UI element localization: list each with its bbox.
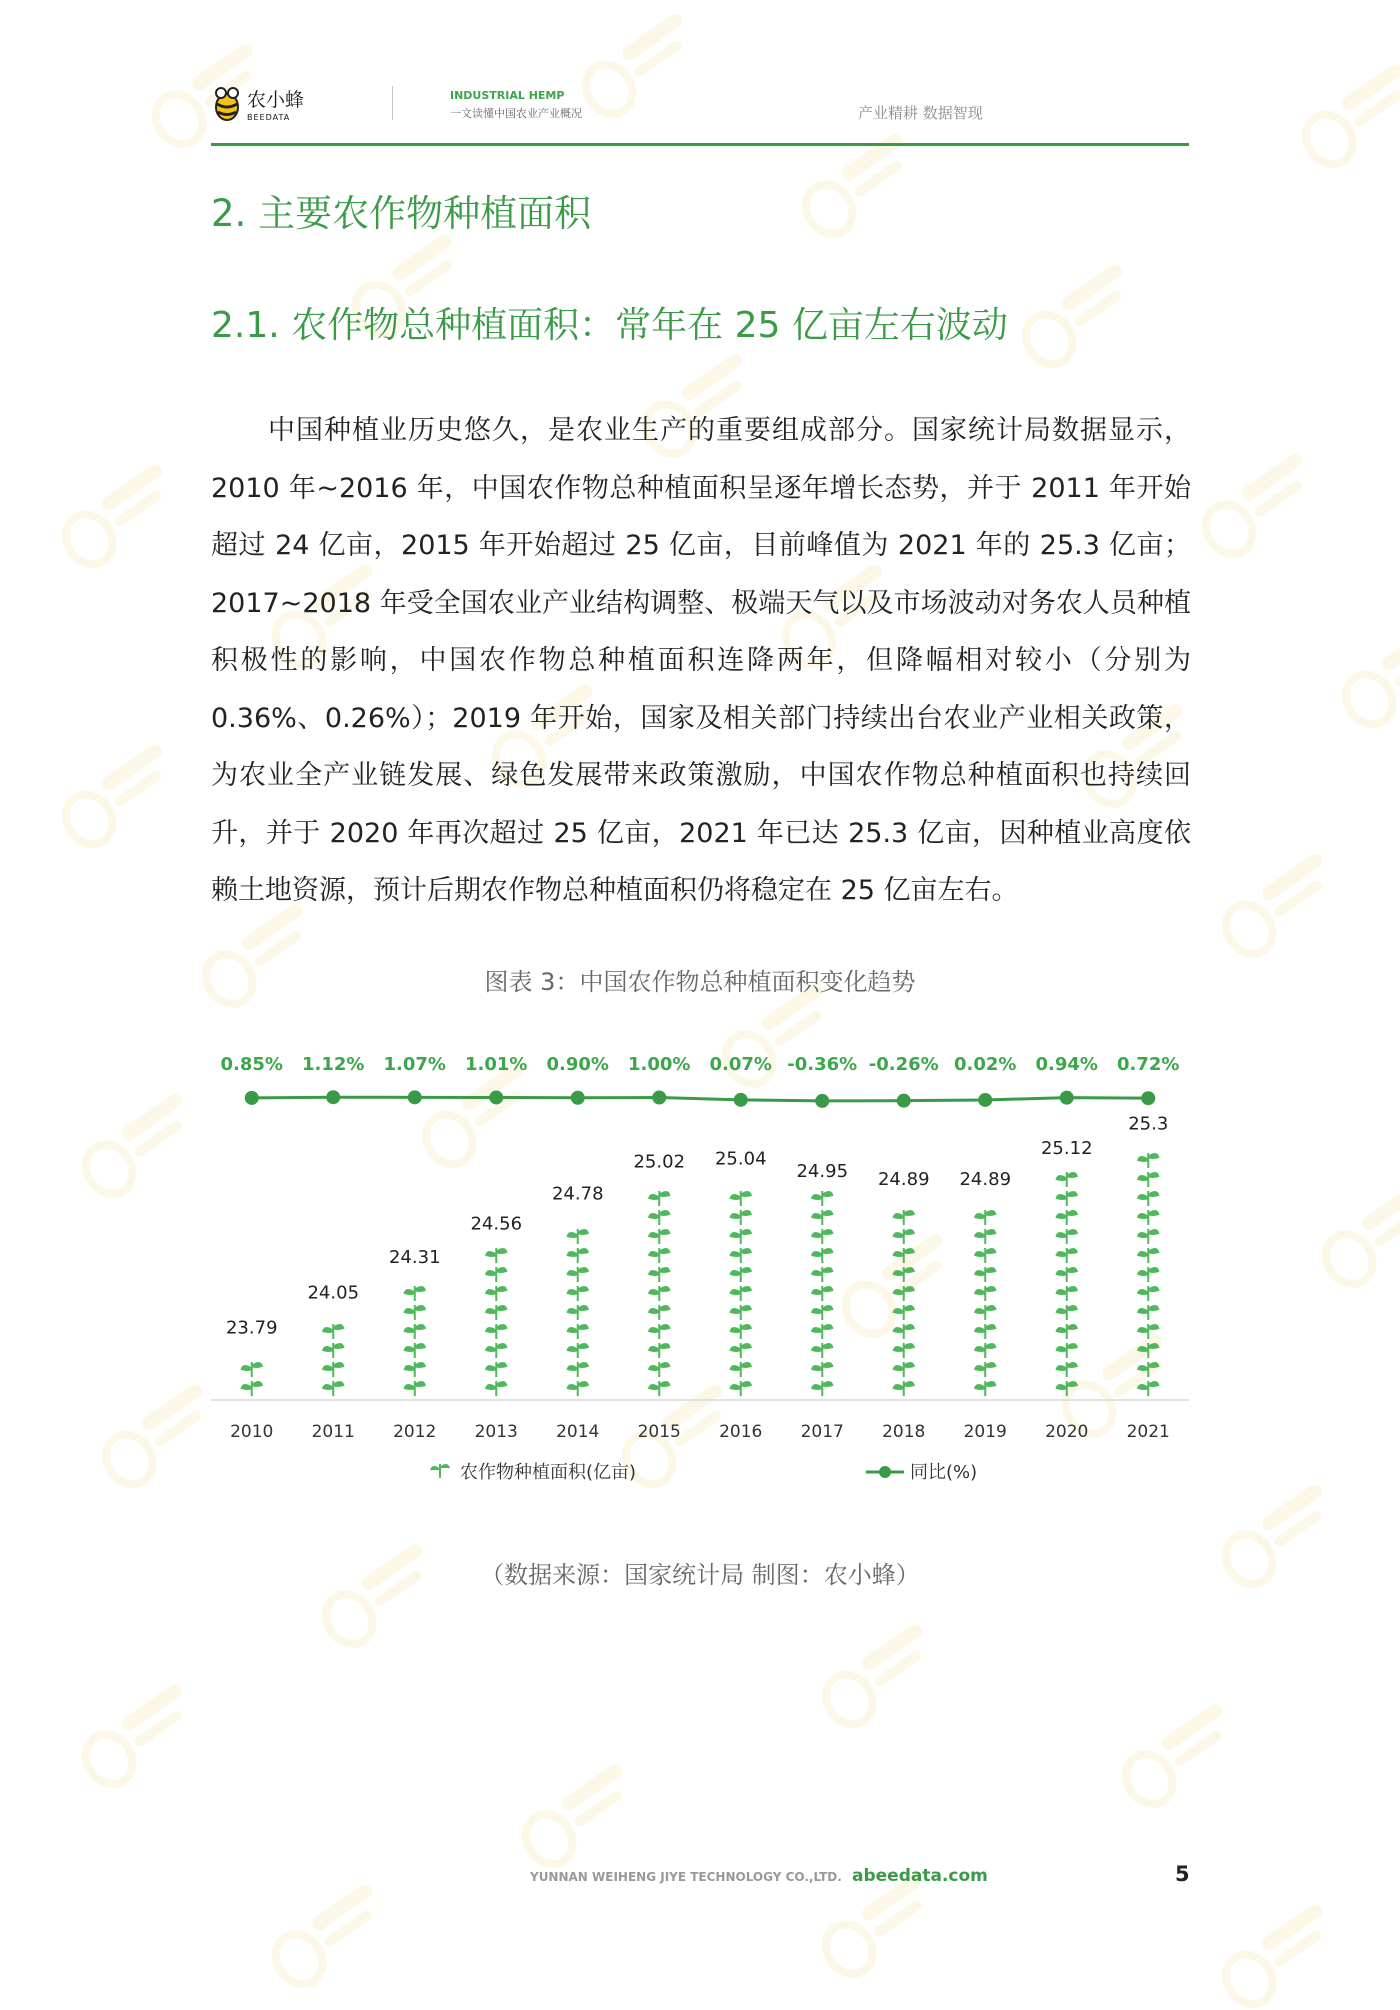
seedling-icon — [1138, 1153, 1158, 1168]
seedling-icon — [405, 1286, 425, 1301]
x-tick-label: 2018 — [882, 1422, 926, 1442]
legend-bars-label: 农作物种植面积(亿亩) — [460, 1462, 637, 1483]
bar-2021 — [1138, 1153, 1158, 1396]
watermark-bee-icon — [1200, 850, 1350, 960]
yoy-label: 1.12% — [302, 1054, 365, 1075]
seedling-icon — [486, 1248, 506, 1263]
seedling-icon — [1138, 1248, 1158, 1263]
seedling-icon — [486, 1305, 506, 1320]
yoy-point — [815, 1094, 829, 1108]
seedling-icon — [812, 1324, 832, 1339]
bar-2017 — [812, 1191, 832, 1396]
bar-2018 — [894, 1210, 914, 1396]
seedling-icon — [649, 1267, 669, 1282]
seedling-icon — [486, 1267, 506, 1282]
x-tick-label: 2012 — [393, 1422, 437, 1442]
x-tick-label: 2014 — [556, 1422, 600, 1442]
seedling-icon — [568, 1381, 588, 1396]
bee-logo-icon — [211, 86, 243, 126]
yoy-point — [408, 1090, 422, 1104]
seedling-icon — [486, 1286, 506, 1301]
seedling-icon — [731, 1324, 751, 1339]
watermark-bee-icon — [250, 1880, 400, 1990]
bar-2019 — [975, 1210, 995, 1396]
header-rule — [211, 143, 1189, 146]
seedling-icon — [405, 1343, 425, 1358]
watermark-bee-icon — [1320, 620, 1400, 730]
watermark-bee-icon — [800, 1620, 950, 1730]
figure-title: 图表 3：中国农作物总种植面积变化趋势 — [484, 968, 916, 996]
seedling-icon — [323, 1381, 343, 1396]
watermark-bee-icon — [60, 1680, 210, 1790]
seedling-icon — [1138, 1229, 1158, 1244]
watermark-bee-icon — [1200, 1900, 1350, 2010]
yoy-point — [571, 1091, 585, 1105]
seedling-icon — [894, 1343, 914, 1358]
yoy-label: 0.85% — [220, 1054, 283, 1075]
seedling-icon — [568, 1286, 588, 1301]
yoy-label: -0.36% — [787, 1054, 858, 1075]
seedling-icon — [894, 1324, 914, 1339]
seedling-icon — [731, 1210, 751, 1225]
seedling-icon — [812, 1343, 832, 1358]
bar-value-label: 24.31 — [388, 1247, 441, 1269]
bar-value-label: 24.56 — [470, 1213, 523, 1235]
series-cn: 一文读懂中国农业产业概况 — [450, 107, 582, 120]
seedling-icon — [975, 1267, 995, 1282]
yoy-label: 1.00% — [628, 1054, 691, 1075]
seedling-icon — [568, 1267, 588, 1282]
seedling-icon — [486, 1343, 506, 1358]
area-trend-chart — [0, 1040, 1400, 1500]
seedling-icon — [1138, 1362, 1158, 1377]
yoy-point — [245, 1091, 259, 1105]
seedling-icon — [894, 1381, 914, 1396]
seedling-icon — [323, 1362, 343, 1377]
yoy-label: 0.02% — [954, 1054, 1017, 1075]
yoy-point — [978, 1093, 992, 1107]
seedling-icon — [731, 1305, 751, 1320]
seedling-icon — [649, 1229, 669, 1244]
section-title: 2. 主要农作物种植面积 — [211, 192, 592, 235]
bar-2015 — [649, 1191, 669, 1396]
footer-site[interactable]: abeedata.com — [852, 1866, 988, 1886]
logo-name: 农小蜂 — [247, 88, 305, 111]
seedling-icon — [731, 1267, 751, 1282]
seedling-icon — [731, 1343, 751, 1358]
bar-value-label: 24.95 — [796, 1160, 849, 1182]
watermark-bee-icon — [40, 460, 190, 570]
seedling-icon — [812, 1229, 832, 1244]
watermark-bee-icon — [780, 130, 930, 240]
logo-en: BEEDATA — [247, 112, 291, 122]
bar-2011 — [323, 1324, 343, 1396]
seedling-icon — [649, 1381, 669, 1396]
seedling-icon — [1138, 1172, 1158, 1187]
bar-2010 — [242, 1362, 262, 1396]
seedling-icon — [975, 1305, 995, 1320]
seedling-icon — [649, 1324, 669, 1339]
bar-2013 — [486, 1248, 506, 1396]
x-tick-label: 2017 — [800, 1422, 844, 1442]
x-tick-label: 2015 — [637, 1422, 681, 1442]
brand-logo — [211, 86, 304, 126]
seedling-icon — [812, 1248, 832, 1263]
seedling-icon — [1057, 1362, 1077, 1377]
x-tick-label: 2013 — [474, 1422, 518, 1442]
yoy-label: -0.26% — [868, 1054, 939, 1075]
x-tick-label: 2019 — [963, 1422, 1007, 1442]
seedling-icon — [405, 1305, 425, 1320]
footer — [530, 1866, 988, 1886]
seedling-icon — [975, 1362, 995, 1377]
seedling-icon — [731, 1191, 751, 1206]
seedling-icon — [323, 1343, 343, 1358]
seedling-icon — [1057, 1229, 1077, 1244]
seedling-icon — [242, 1381, 262, 1396]
seedling-icon — [405, 1324, 425, 1339]
x-tick-label: 2016 — [719, 1422, 763, 1442]
seedling-icon — [568, 1362, 588, 1377]
section-subtitle: 2.1. 农作物总种植面积：常年在 25 亿亩左右波动 — [211, 305, 1008, 346]
seedling-icon — [1138, 1210, 1158, 1225]
seedling-icon — [1057, 1172, 1077, 1187]
x-tick-label: 2010 — [230, 1422, 274, 1442]
seedling-icon — [731, 1229, 751, 1244]
yoy-label: 0.72% — [1117, 1054, 1180, 1075]
bar-value-label: 25.12 — [1040, 1137, 1093, 1159]
seedling-icon — [649, 1343, 669, 1358]
header-series — [450, 89, 582, 121]
yoy-label: 1.01% — [465, 1054, 528, 1075]
seedling-icon — [975, 1248, 995, 1263]
legend-line-marker — [879, 1466, 891, 1478]
yoy-point — [734, 1093, 748, 1107]
yoy-point — [489, 1090, 503, 1104]
yoy-label: 0.07% — [709, 1054, 772, 1075]
yoy-label: 0.94% — [1035, 1054, 1098, 1075]
seedling-icon — [812, 1191, 832, 1206]
seedling-icon — [405, 1362, 425, 1377]
watermark-bee-icon — [500, 1760, 650, 1870]
seedling-icon — [975, 1210, 995, 1225]
seedling-icon — [568, 1229, 588, 1244]
seedling-icon — [649, 1191, 669, 1206]
seedling-icon — [486, 1381, 506, 1396]
seedling-icon — [568, 1248, 588, 1263]
seedling-icon — [568, 1324, 588, 1339]
seedling-icon — [1138, 1286, 1158, 1301]
yoy-label: 0.90% — [546, 1054, 609, 1075]
seedling-icon — [812, 1381, 832, 1396]
yoy-point — [326, 1090, 340, 1104]
seedling-icon — [894, 1248, 914, 1263]
seedling-icon — [649, 1210, 669, 1225]
seedling-icon — [975, 1229, 995, 1244]
seedling-icon — [568, 1305, 588, 1320]
seedling-icon — [894, 1267, 914, 1282]
legend-line-label: 同比(%) — [910, 1462, 978, 1483]
seedling-icon — [1138, 1343, 1158, 1358]
seedling-icon — [1138, 1305, 1158, 1320]
bar-2016 — [731, 1191, 751, 1396]
yoy-point — [1141, 1091, 1155, 1105]
bar-2014 — [568, 1229, 588, 1396]
bar-value-label: 25.02 — [633, 1151, 686, 1173]
seedling-icon — [894, 1210, 914, 1225]
bar-value-label: 24.89 — [877, 1168, 930, 1190]
bar-value-label: 25.3 — [1128, 1113, 1169, 1135]
page-number: 5 — [1175, 1862, 1190, 1886]
bar-value-label: 25.04 — [714, 1148, 767, 1170]
seedling-icon — [975, 1343, 995, 1358]
seedling-icon — [975, 1324, 995, 1339]
seedling-icon — [975, 1286, 995, 1301]
yoy-line — [252, 1097, 1149, 1101]
watermark-bee-icon — [40, 740, 190, 850]
seedling-icon — [486, 1362, 506, 1377]
seedling-icon — [649, 1305, 669, 1320]
seedling-icon — [975, 1381, 995, 1396]
yoy-point — [897, 1094, 911, 1108]
bar-2012 — [405, 1286, 425, 1396]
seedling-icon — [894, 1305, 914, 1320]
seedling-icon — [1138, 1191, 1158, 1206]
seedling-icon — [1057, 1343, 1077, 1358]
watermark-bee-icon — [1000, 260, 1150, 370]
watermark-bee-icon — [1280, 60, 1400, 170]
yoy-point — [1060, 1091, 1074, 1105]
seedling-icon — [731, 1362, 751, 1377]
yoy-label: 1.07% — [383, 1054, 446, 1075]
seedling-icon — [1057, 1267, 1077, 1282]
x-tick-label: 2021 — [1126, 1422, 1170, 1442]
x-tick-label: 2011 — [311, 1422, 355, 1442]
seedling-icon — [486, 1324, 506, 1339]
seedling-icon — [1138, 1381, 1158, 1396]
seedling-icon — [1057, 1324, 1077, 1339]
watermark-bee-icon — [1100, 1700, 1250, 1810]
legend-seedling-icon — [431, 1464, 449, 1478]
seedling-icon — [1057, 1305, 1077, 1320]
seedling-icon — [894, 1362, 914, 1377]
bar-2020 — [1057, 1172, 1077, 1396]
seedling-icon — [894, 1229, 914, 1244]
seedling-icon — [1057, 1191, 1077, 1206]
footer-company: YUNNAN WEIHENG JIYE TECHNOLOGY CO.,LTD. — [530, 1870, 842, 1884]
bar-value-label: 24.89 — [959, 1168, 1012, 1190]
figure-source: （数据来源：国家统计局 制图：农小蜂） — [480, 1561, 920, 1589]
seedling-icon — [649, 1286, 669, 1301]
seedling-icon — [894, 1286, 914, 1301]
seedling-icon — [731, 1381, 751, 1396]
seedling-icon — [649, 1248, 669, 1263]
seedling-icon — [568, 1343, 588, 1358]
watermark-bee-icon — [800, 1870, 950, 1980]
seedling-icon — [1057, 1248, 1077, 1263]
seedling-icon — [405, 1381, 425, 1396]
seedling-icon — [731, 1248, 751, 1263]
series-en: INDUSTRIAL HEMP — [450, 89, 565, 102]
header-slogan: 产业精耕 数据智现 — [858, 104, 983, 122]
seedling-icon — [1057, 1210, 1077, 1225]
bar-value-label: 24.78 — [551, 1183, 604, 1205]
seedling-icon — [323, 1324, 343, 1339]
bar-value-label: 23.79 — [225, 1317, 278, 1339]
seedling-icon — [812, 1267, 832, 1282]
seedling-icon — [1138, 1324, 1158, 1339]
seedling-icon — [812, 1305, 832, 1320]
seedling-icon — [242, 1362, 262, 1377]
yoy-point — [652, 1091, 666, 1105]
bar-value-label: 24.05 — [307, 1282, 360, 1304]
seedling-icon — [649, 1362, 669, 1377]
watermark-bee-icon — [1180, 450, 1330, 560]
header-separator — [392, 86, 393, 120]
seedling-icon — [812, 1286, 832, 1301]
x-tick-label: 2020 — [1045, 1422, 1089, 1442]
seedling-icon — [812, 1362, 832, 1377]
seedling-icon — [731, 1286, 751, 1301]
watermark-bee-icon — [560, 10, 710, 120]
body-paragraph: 中国种植业历史悠久，是农业生产的重要组成部分。国家统计局数据显示，2010 年~2016 年，中国农作物总种植面积呈逐年增长态势，并于 2011 年开始超过 24 亿亩，2015 年开始超过 25 亿亩，目前峰值为 2021 年的 25.3 亿亩；2017~2018 年受全国农业产业结构调整、极端天气以及市场波动对务农人员种植积极性的影响，中国农作物总种植面积连降两年，但降幅相对较小（分别为 0.36%、0.26%）；2019 年开始，国家及相关部门持续出台农业产业相关政策，为农业全产业链发展、绿色发展带来政策激励，中国农作物总种植面积也持续回升，并于 2020 年再次超过 25 亿亩，2021 年已达 25.3 亿亩，因种植业高度依赖土地资源，预计后期农作物总种植面积仍将稳定在 25 亿亩左右。 — [211, 415, 1191, 906]
seedling-icon — [1057, 1286, 1077, 1301]
seedling-icon — [812, 1210, 832, 1225]
seedling-icon — [1057, 1381, 1077, 1396]
seedling-icon — [1138, 1267, 1158, 1282]
